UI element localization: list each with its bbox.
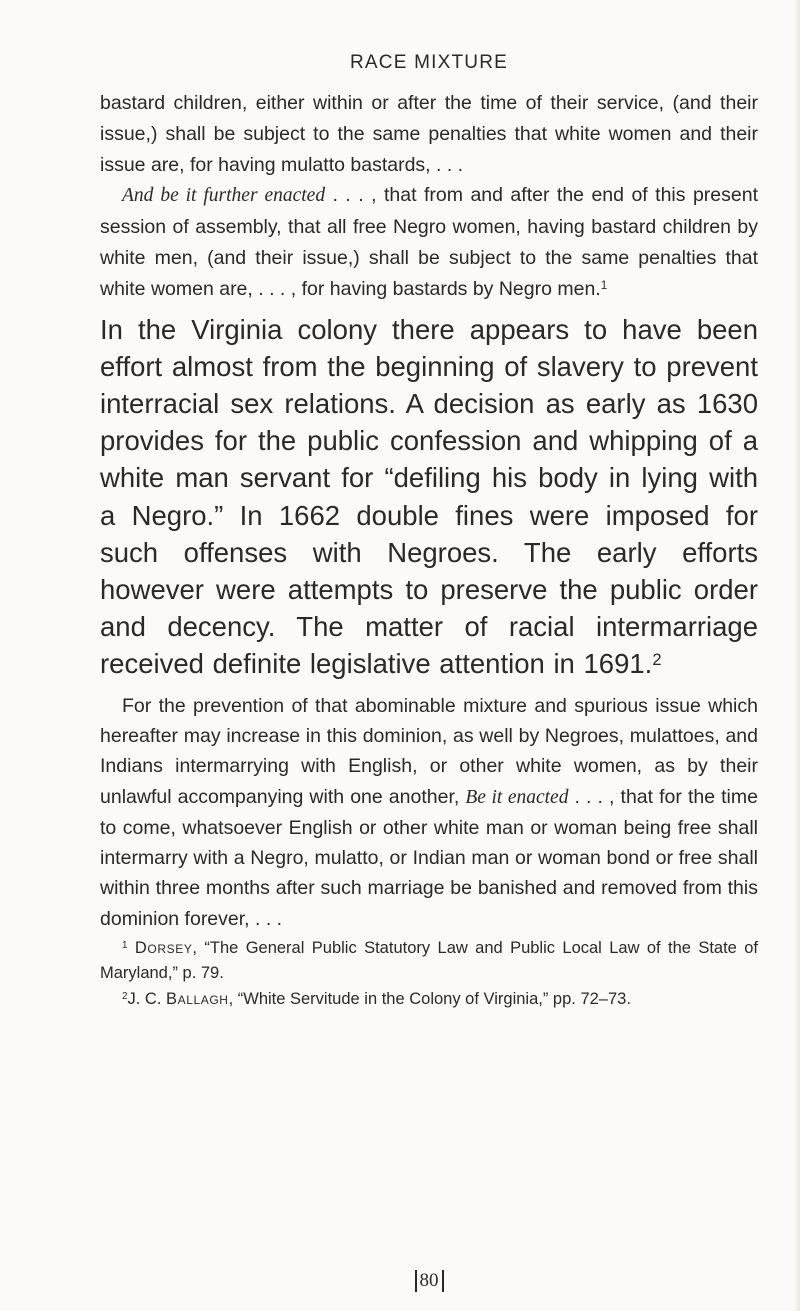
book-page: [100, 52, 758, 1012]
statute-quote-part-2: . . . , that for the time to come, whatsoever English or other white man or woman being free shall intermarry with a Negro, mulatto, or Indian man or woman bond or free shall within three months after such marriage be banished and removed from this dominion forever, . . .: [100, 785, 758, 930]
footnote-2-mark: 2: [122, 991, 128, 1003]
quote-italic-phrase: And be it further enacted: [122, 185, 326, 207]
statute-quote-part-1: For the prevention of that abominable mixture and spurious issue which hereafter may increase in this dominion, as well by Negroes, mulattoes, and Indians intermarrying with English, or other white women, as by their unlawful accompanying with one another,: [100, 694, 758, 808]
statute-italic-phrase: Be it enacted: [465, 786, 569, 808]
footnote-1: [100, 936, 758, 987]
footnote-ref-1: 1: [600, 278, 608, 292]
footnote-2-text: , “White Servitude in the Colony of Virginia,” pp. 72–73.: [228, 989, 631, 1008]
footnote-1-author: Dorsey: [134, 938, 193, 957]
footnote-2: [100, 987, 758, 1013]
statute-quote: [100, 691, 758, 934]
footnote-ref-2: 2: [652, 651, 662, 670]
quote-paragraph-2: [100, 180, 758, 304]
footnote-1-text: , “The General Public Statutory Law and Public Local Law of the State of Maryland,” p. 79.: [100, 938, 758, 983]
footnote-1-mark: 1: [122, 940, 128, 952]
quote-paragraph-2-text: . . . , that from and after the end of this present session of assembly, that all free Negro women, having bastard children by white men, (and their issue,) shall be subject to the same penalties that white women are, . . . , for having bastards by Negro men.: [100, 184, 758, 300]
body-paragraph-text: In the Virginia colony there appears to have been effort almost from the beginning of slavery to prevent interracial sex relations. A decision as early as 1630 provides for the public confession and whipping of a white man servant for “defiling his body in lying with a Negro.” In 1662 double fines were imposed for such offenses with Negroes. The early efforts however were attempts to preserve the public order and decency. The matter of racial intermarriage received definite legislative attention in 1691.: [100, 313, 758, 680]
quote-paragraph-1-text: bastard children, either within or after the time of their service, (and their issue,) shall be subject to the same penalties that white women and their issue are, for having mulatto bastards, . . .: [100, 92, 758, 176]
body-paragraph: [100, 311, 758, 683]
running-head: RACE MIXTURE: [350, 52, 508, 73]
quote-paragraph-1: [100, 88, 758, 180]
footnote-2-author: Ballagh: [166, 989, 229, 1008]
page-edge: [794, 0, 800, 1311]
page-number-value: 80: [415, 1270, 444, 1292]
footnote-2-initials: J. C.: [127, 989, 167, 1008]
page-number: [100, 1270, 758, 1292]
